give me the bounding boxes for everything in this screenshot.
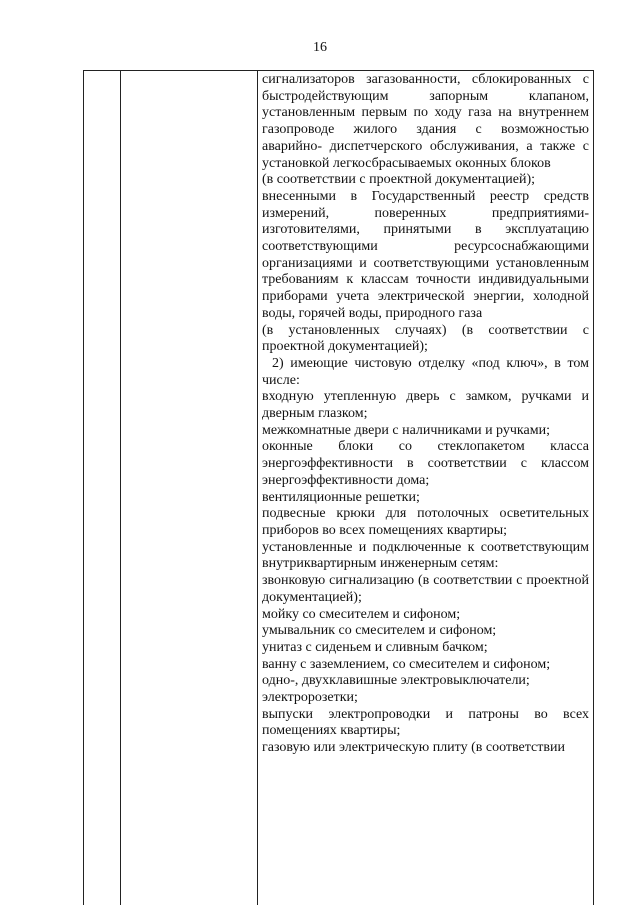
paragraph: сигнализаторов загазованности, сблокированных с быстродействующим запорным клапаном, установленным первым по ходу газа на внутреннем газопроводе жилого здания с возможностью аварийно- диспетчерского обслуживания, а также с установкой легкосбрасываемых оконных блоков [262, 72, 589, 171]
paragraph: (в соответствии с проектной документацией); [262, 172, 536, 188]
paragraph: внесенными в Государственный реестр средств измерений, поверенных предприятиями-изготовителями, принятыми в эксплуатацию соответствующими ресурсоснабжающими организациями и соответствующими установленным требованиям к классам точности индивидуальными приборами учета электрической энергии, холодной воды, горячей воды, природного газа [262, 188, 589, 321]
paragraph: ванну с заземлением, со смесителем и сифоном; [262, 656, 551, 672]
paragraph: унитаз с сиденьем и сливным бачком; [262, 639, 488, 655]
paragraph: умывальник со смесителем и сифоном; [262, 623, 497, 639]
paragraph: подвесные крюки для потолочных осветительных приборов во всех помещениях квартиры; [262, 506, 589, 538]
paragraph: газовую или электрическую плиту (в соответствии [262, 740, 565, 756]
paragraph: мойку со смесителем и сифоном; [262, 606, 461, 622]
paragraph: установленные и подключенные к соответствующим внутриквартирным инженерным сетям: [262, 539, 589, 572]
table-cell-content [262, 72, 589, 757]
paragraph: звонковую сигнализацию (в соответствии с проектной документацией); [262, 573, 589, 605]
paragraph: входную утепленную дверь с замком, ручками и дверным глазком; [262, 389, 589, 422]
paragraph: межкомнатные двери с наличниками и ручками; [262, 422, 550, 438]
page-number: 16 [313, 40, 327, 55]
paragraph: электророзетки; [262, 690, 358, 706]
paragraph: 2) имеющие чистовую отделку «под ключ», в том числе: [262, 355, 589, 388]
paragraph: оконные блоки со стеклопакетом класса энергоэффективности в соответствии с классом энергоэффективности дома; [262, 439, 589, 488]
paragraph: выпуски электропроводки и патроны во всех помещениях квартиры; [262, 706, 589, 739]
paragraph: вентиляционные решетки; [262, 489, 420, 505]
requirements-table [83, 70, 594, 905]
paragraph: (в установленных случаях) (в соответствии с проектной документацией); [262, 322, 589, 355]
paragraph: одно-, двухклавишные электровыключатели; [262, 673, 530, 689]
column-divider-2 [257, 71, 258, 905]
column-divider-1 [120, 71, 121, 905]
